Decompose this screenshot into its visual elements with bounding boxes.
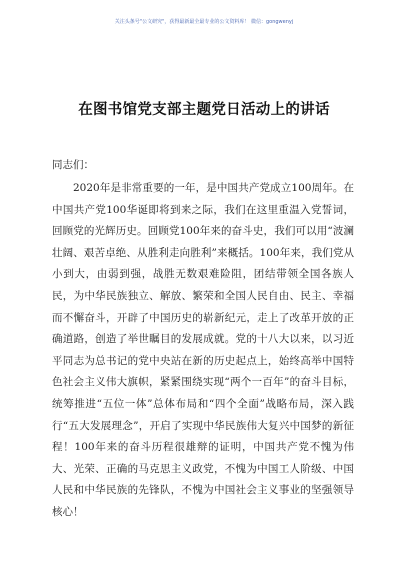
- document-title: 在图书馆党支部主题党日活动上的讲话: [78, 102, 330, 118]
- body-paragraph: 2020年是非常重要的一年，是中国共产党成立100周年。在中国共产党100华诞即将到来之际，我们在这里重温入党誓词，回顾党的光辉历史。回顾党100年来的奋斗史，我们可以用“波澜壮阔、艰苦卓绝、从胜利走向胜利”来概括。100年来，我们党从小到大，由弱到强，战胜无数艰难险阻，团结带领全国各族人民，为中华民族独立、解放、繁荣和全国人民自由、民主、幸福而不懈奋斗，开辟了中国历史的崭新纪元，走上了改革开放的正确道路，创造了举世瞩目的发展成就。党的十八大以来，以习近平同志为总书记的党中央站在新的历史起点上，始终高举中国特色社会主义伟大旗帜，紧紧围绕实现“两个一百年”的奋斗目标，统筹推进“五位一体”总体布局和“四个全面”战略布局，深入践行“五大发展理念”，开启了实现中华民族伟大复兴中国梦的新征程！100年来的奋斗历程很雄辩的证明，中国共产党不愧为伟大、光荣、正确的马克思主义政党，不愧为中国工人阶级、中国人民和中华民族的先锋队，不愧为中国社会主义事业的坚强领导核心！: [52, 182, 354, 518]
- header-banner: 关注头条号"公文研究"，获得最新最全最专业的公文资料库！ 微信：gongwenyj: [114, 19, 294, 25]
- salutation: 同志们：: [52, 159, 94, 171]
